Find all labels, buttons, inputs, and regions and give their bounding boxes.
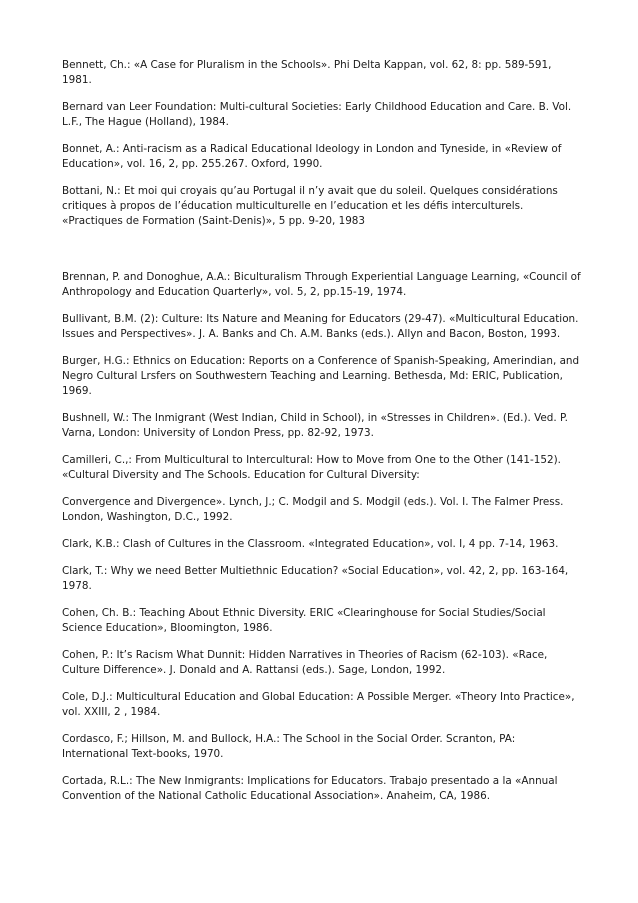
reference-entry-cohen-ch: Cohen, Ch. B.: Teaching About Ethnic Diversity. ERIC «Clearinghouse for Social Studies/Social Science Education», Bloomington, 1986. [62,607,546,634]
reference-entry-bottani: Bottani, N.: Et moi qui croyais qu’au Portugal il n’y avait que du soleil. Quelques considérations critiques à propos de l’éducation multiculturelle en l’education et les défis interculturels. «Practiques de Formation (Saint-Denis)», 5 pp. 9-20, 1983 [62,185,558,227]
reference-entry-brennan: Brennan, P. and Donoghue, A.A.: Biculturalism Through Experiential Language Learning, «Council of Anthropology and Education Quarterly», vol. 5, 2, pp.15-19, 1974. [62,271,581,298]
reference-entry-van-leer: Bernard van Leer Foundation: Multi-cultural Societies: Early Childhood Education and Care. B. Vol. L.F., The Hague (Holland), 1984. [62,101,572,128]
reference-entry-bullivant: Bullivant, B.M. (2): Culture: Its Nature and Meaning for Educators (29-47). «Multicultural Education. Issues and Perspectives». J. A. Banks and Ch. A.M. Banks (eds.). Allyn and Bacon, Boston, 1993. [62,313,579,340]
reference-entry-cohen-p: Cohen, P.: It’s Racism What Dunnit: Hidden Narratives in Theories of Racism (62-103). «Race, Culture Difference». J. Donald and A. Rattansi (eds.). Sage, London, 1992. [62,649,548,676]
reference-entry-bennett: Bennett, Ch.: «A Case for Pluralism in the Schools». Phi Delta Kappan, vol. 62, 8: pp. 589-591, 1981. [62,59,552,86]
reference-entry-bonnet: Bonnet, A.: Anti-racism as a Radical Educational Ideology in London and Tyneside, in «Review of Education», vol. 16, 2, pp. 255.267. Oxford, 1990. [62,143,562,170]
reference-entry-clark-t: Clark, T.: Why we need Better Multiethnic Education? «Social Education», vol. 42, 2, pp. 163-164, 1978. [62,565,569,592]
reference-entry-camilleri: Camilleri, C.,: From Multicultural to Intercultural: How to Move from One to the Other (141-152). «Cultural Diversity and The Schools. Education for Cultural Diversity: [62,454,561,481]
reference-entry-clark-kb: Clark, K.B.: Clash of Cultures in the Classroom. «Integrated Education», vol. I, 4 pp. 7-14, 1963. [62,538,559,550]
reference-list [62,58,582,816]
reference-entry-camilleri-continued: Convergence and Divergence». Lynch, J.; C. Modgil and S. Modgil (eds.). Vol. I. The Falmer Press. London, Washington, D.C., 1992. [62,496,564,523]
reference-entry-burger: Burger, H.G.: Ethnics on Education: Reports on a Conference of Spanish-Speaking, Amerindian, and Negro Cultural Lrsfers on Southwestern Teaching and Learning. Bethesda, Md: ERIC, Publication, 1969. [62,355,580,397]
reference-entry-bushnell: Bushnell, W.: The Inmigrant (West Indian, Child in School), in «Stresses in Children». (Ed.). Ved. P. Varna, London: University of London Press, pp. 82-92, 1973. [62,412,568,439]
reference-entry-cortada: Cortada, R.L.: The New Inmigrants: Implications for Educators. Trabajo presentado a la «Annual Convention of the National Catholic Educational Association». Anaheim, CA, 1986. [62,775,558,802]
reference-entry-cole: Cole, D.J.: Multicultural Education and Global Education: A Possible Merger. «Theory Into Practice», vol. XXIII, 2 , 1984. [62,691,575,718]
reference-entry-cordasco: Cordasco, F.; Hillson, M. and Bullock, H.A.: The School in the Social Order. Scranton, PA: International Text-books, 1970. [62,733,516,760]
